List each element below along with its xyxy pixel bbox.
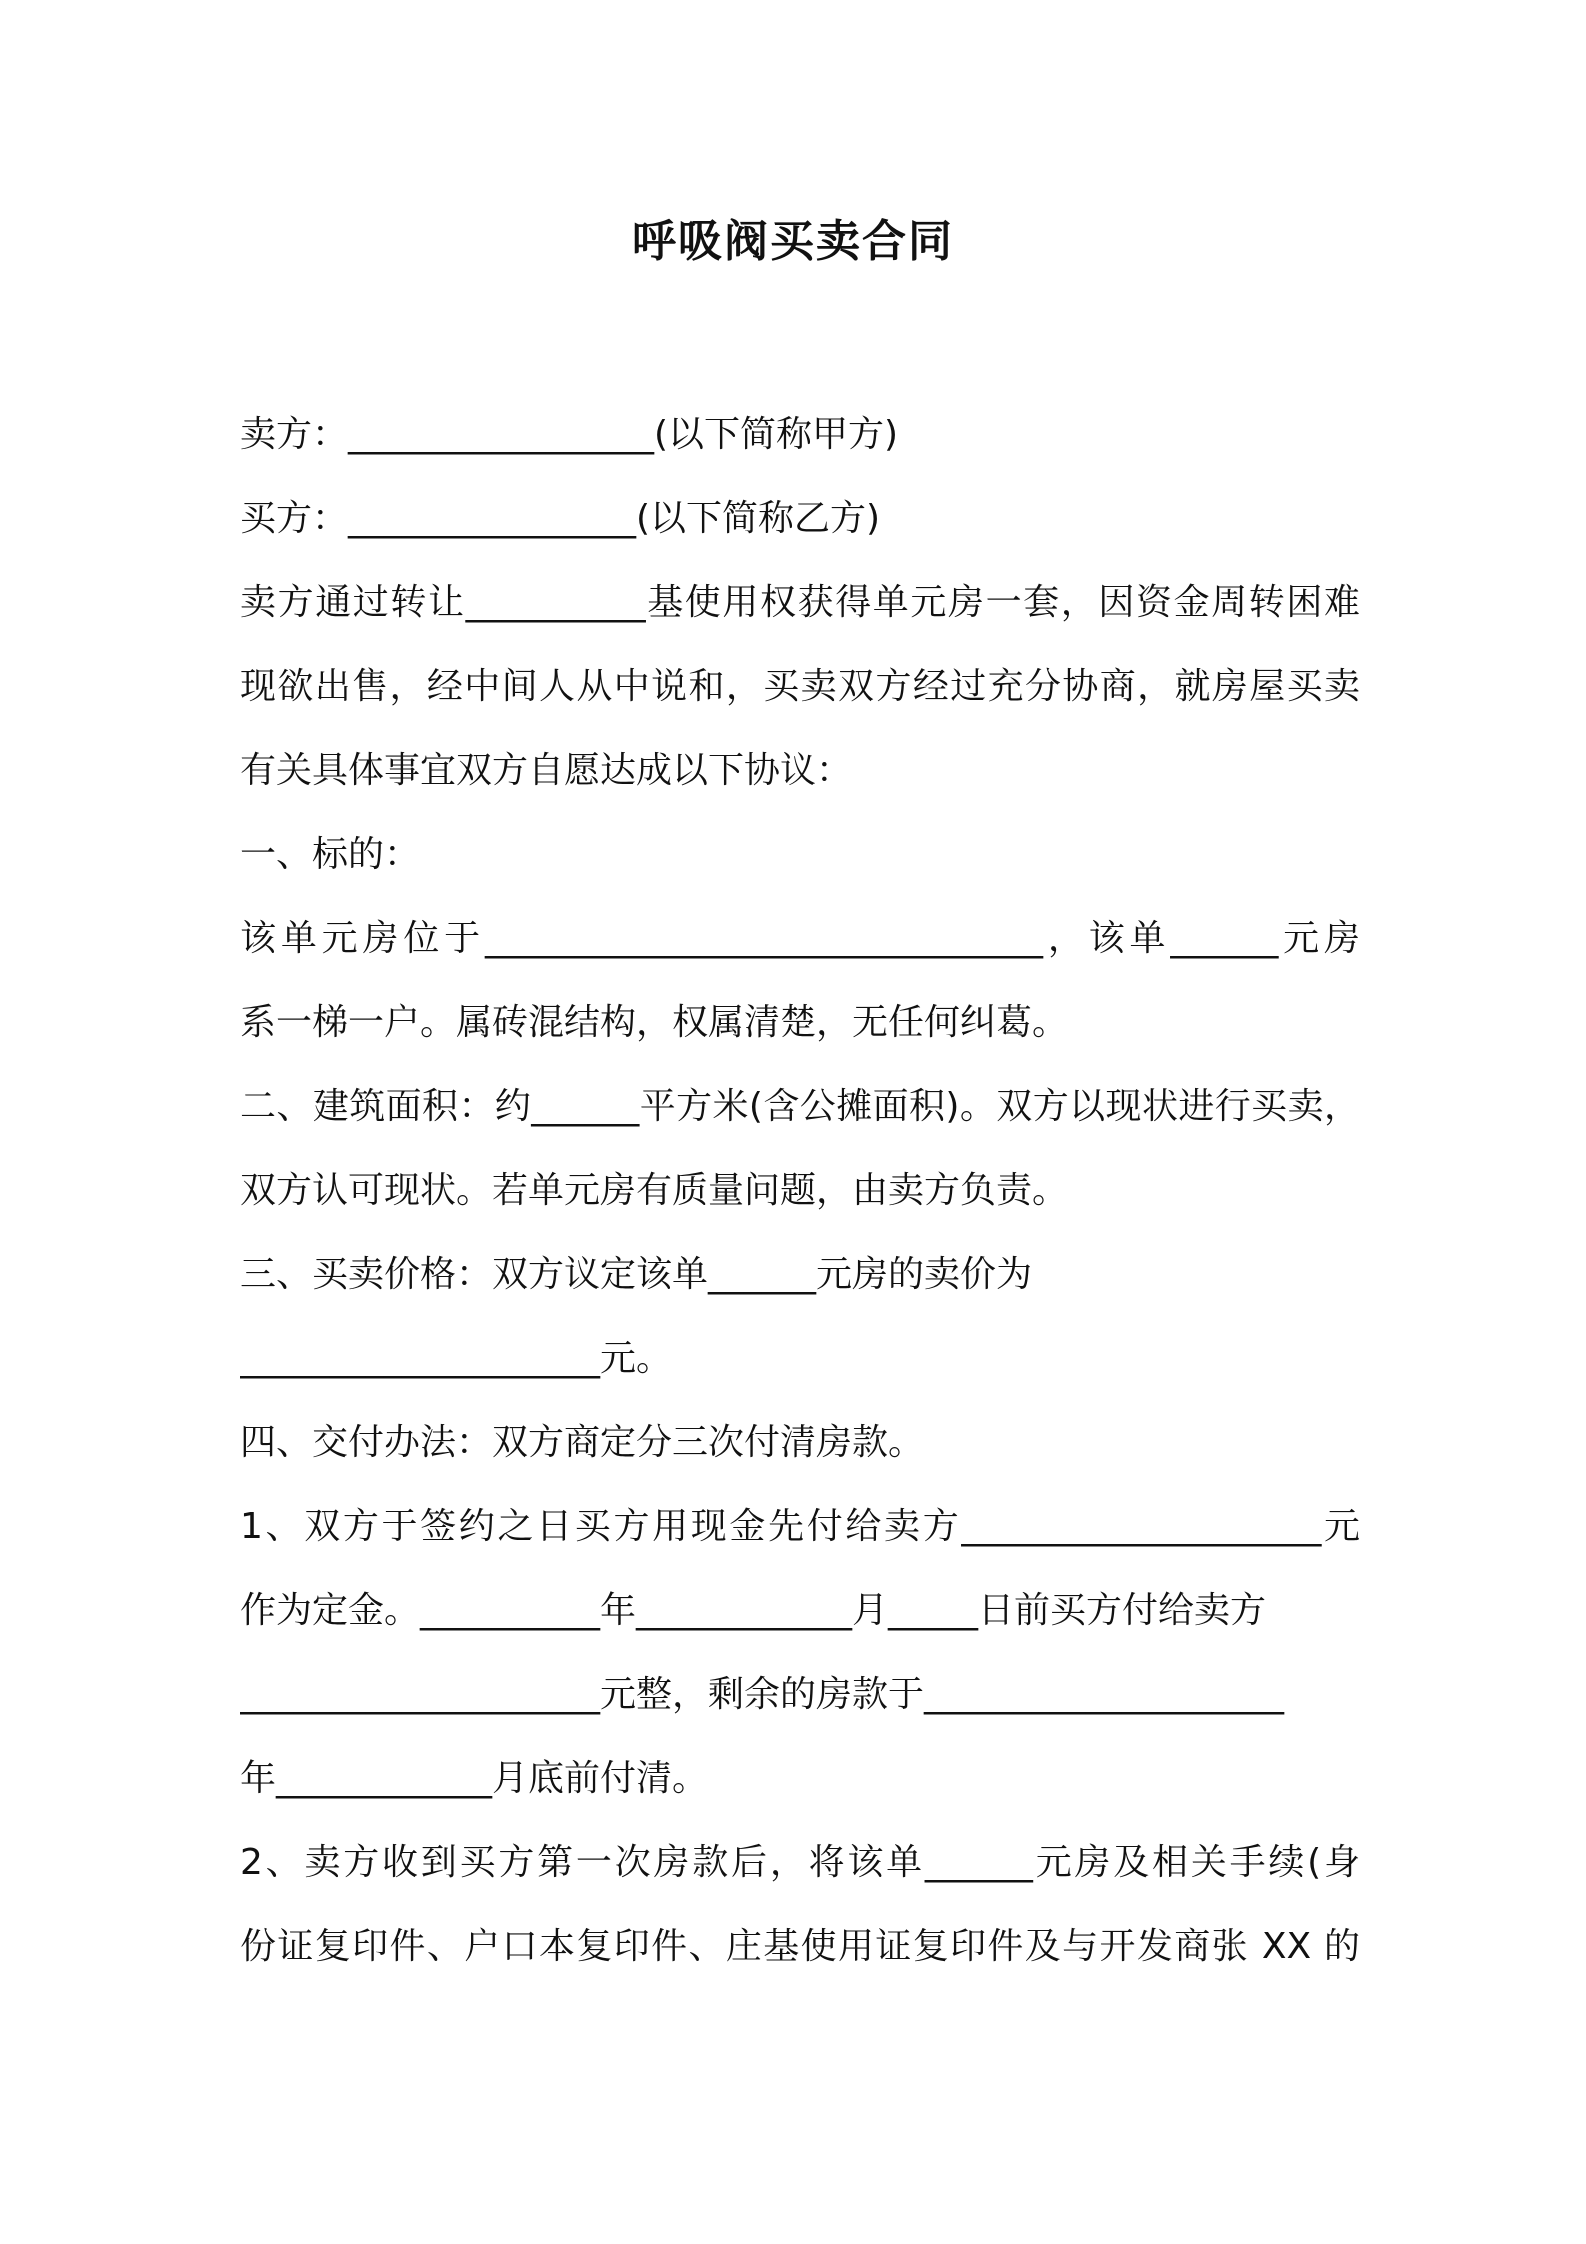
payment-1-line-2: 作为定金。__________年____________月_____日前买方付给卖方 <box>240 1590 1267 1631</box>
document-title: 呼吸阀买卖合同 <box>632 216 954 267</box>
section-1-line-2: 系一梯一户。属砖混结构，权属清楚，无任何纠葛。 <box>240 1002 1069 1043</box>
section-4-heading: 四、交付办法：双方商定分三次付清房款。 <box>240 1422 925 1463</box>
payment-1-line-4: 年____________月底前付清。 <box>240 1758 709 1799</box>
section-3-line-1: 三、买卖价格：双方议定该单______元房的卖价为 <box>240 1254 1033 1295</box>
section-2-line-2: 双方认可现状。若单元房有质量问题，由卖方负责。 <box>240 1170 1069 1211</box>
buyer-line: 买方：________________(以下简称乙方) <box>240 498 881 539</box>
payment-1-line-1: 1、双方于签约之日买方用现金先付给卖方____________________元 <box>240 1506 1360 1547</box>
section-2-line-1: 二、建筑面积：约______平方米(含公摊面积)。双方以现状进行买卖， <box>240 1086 1360 1127</box>
seller-line: 卖方：_________________(以下简称甲方) <box>240 414 899 455</box>
payment-2-line-1: 2、卖方收到买方第一次房款后，将该单______元房及相关手续(身 <box>240 1842 1360 1883</box>
section-1-line-1: 该单元房位于_______________________________，该单______元房 <box>240 918 1360 959</box>
intro-line-1: 卖方通过转让__________基使用权获得单元房一套，因资金周转困难 <box>240 582 1360 623</box>
intro-line-3: 有关具体事宜双方自愿达成以下协议： <box>240 750 853 791</box>
section-1-heading: 一、标的： <box>240 834 421 875</box>
payment-1-line-3: ____________________元整，剩余的房款于____________________ <box>240 1674 1285 1715</box>
section-3-line-2: ____________________元。 <box>240 1338 673 1379</box>
intro-line-2: 现欲出售，经中间人从中说和，买卖双方经过充分协商，就房屋买卖 <box>240 666 1360 707</box>
payment-2-line-2: 份证复印件、户口本复印件、庄基使用证复印件及与开发商张 XX 的 <box>240 1926 1360 1967</box>
